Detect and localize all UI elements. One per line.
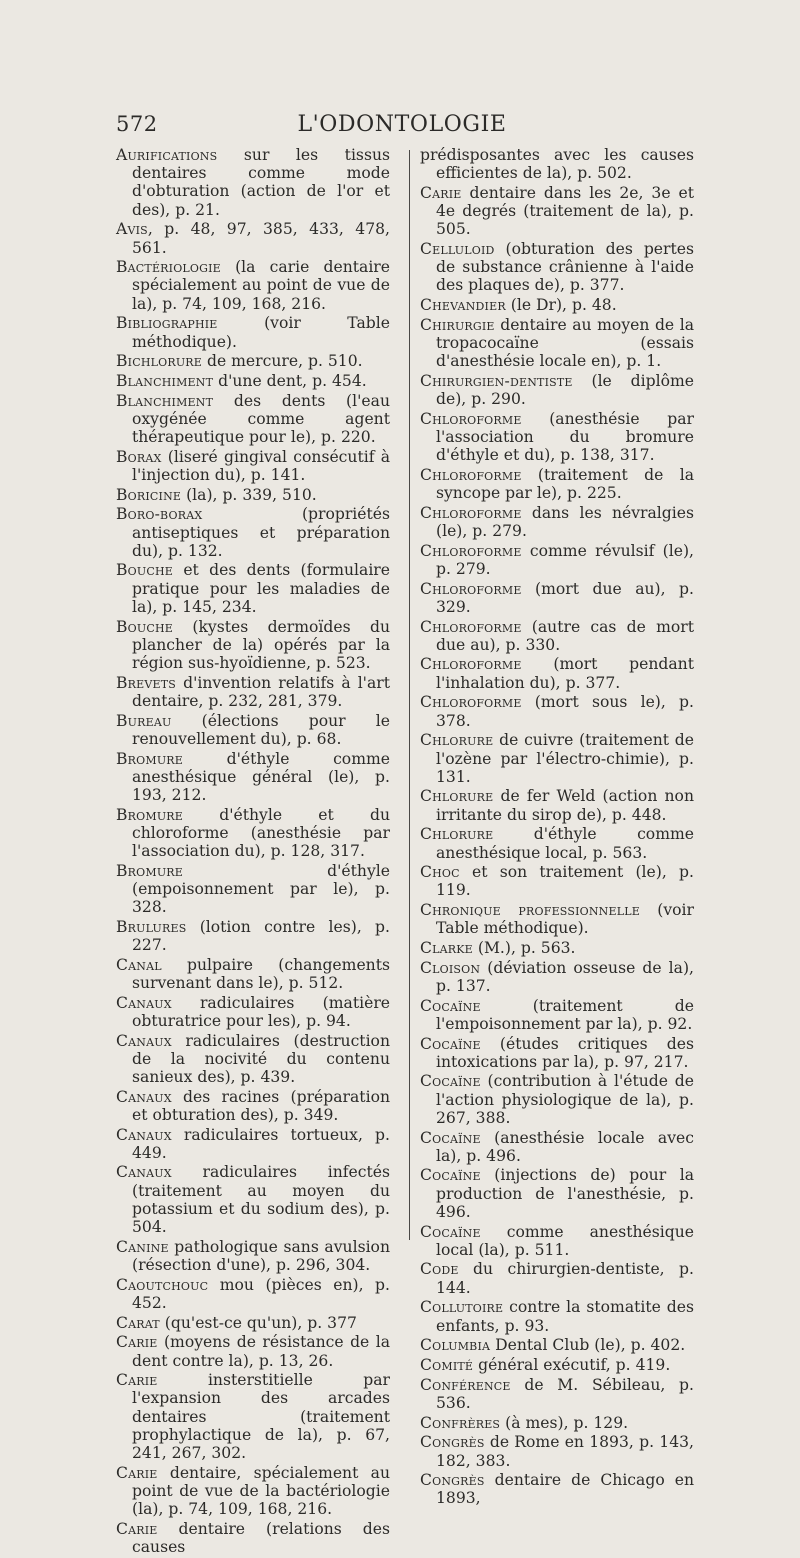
entry-text: (études critiques des intoxications par la), p. 97, 217. (436, 1034, 694, 1071)
index-entry (116, 1314, 390, 1332)
page-number: 572 (116, 112, 158, 136)
entry-keyword: Chloroforme (420, 617, 522, 636)
entry-keyword: Chlorure (420, 787, 494, 806)
entry-text: (anesthésie locale avec la), p. 496. (436, 1128, 694, 1165)
entry-keyword: Congrès (420, 1471, 485, 1490)
index-entry (420, 787, 694, 823)
entry-text: (traitement de la syncope par le), p. 225. (436, 465, 694, 503)
entry-text: Dental Club (le), p. 402. (490, 1336, 686, 1355)
entry-keyword: Chlorure (420, 731, 494, 750)
index-entry (116, 352, 390, 370)
entry-keyword: Carie (420, 183, 462, 202)
entry-text: (propriétés antiseptiques et préparation du), p. 132. (132, 505, 390, 560)
entry-keyword: Avis (116, 220, 148, 239)
index-entry (116, 1163, 390, 1236)
right-index-column (420, 146, 694, 1509)
entry-text: (mort sous le), p. 378. (436, 693, 694, 730)
index-entry (420, 1433, 694, 1469)
entry-keyword: Bouche (116, 561, 173, 580)
index-entry (420, 731, 694, 786)
index-entry (420, 693, 694, 729)
entry-text: dentaire, spécialement au point de vue de la bactériologie (la), p. 74, 109, 168, 216. (132, 1463, 390, 1519)
index-entry (420, 1072, 694, 1127)
entry-keyword: Chirurgien-dentiste (420, 371, 573, 390)
entry-text: (contribution à l'étude de l'action physiologique de la), p. 267, 388. (436, 1072, 694, 1127)
entry-text: (anesthésie par l'association du bromure d'éthyle et du), p. 138, 317. (436, 409, 694, 465)
index-entry (420, 1129, 694, 1165)
entry-keyword: Bromure (116, 861, 184, 880)
index-entry (116, 994, 390, 1030)
entry-keyword: Cocaïne (420, 1128, 481, 1147)
entry-text: radiculaires infectés (traitement au moyen du potassium et du sodium des), p. 504. (132, 1163, 390, 1237)
entry-keyword: Carie (116, 1463, 158, 1482)
entry-keyword: Code (420, 1260, 459, 1279)
index-entry (116, 1032, 390, 1087)
entry-keyword: Canaux (116, 1087, 172, 1106)
entry-text: mou (pièces en), p. 452. (132, 1275, 390, 1312)
entry-keyword: Brevets (116, 673, 177, 692)
entry-text: (injections de) pour la production de l'anesthésie, p. 496. (436, 1166, 694, 1221)
entry-text: d'une dent, p. 454. (213, 371, 367, 390)
entry-keyword: Bouche (116, 617, 173, 636)
index-entry (116, 862, 390, 917)
entry-keyword: Celluloid (420, 240, 495, 259)
entry-keyword: Bromure (116, 805, 184, 824)
column-divider (409, 150, 410, 1240)
entry-text: (voir Table méthodique). (132, 314, 390, 351)
entry-text: d'éthyle (empoisonnement par le), p. 328. (132, 861, 390, 917)
index-entry (116, 258, 390, 313)
index-entry (420, 1166, 694, 1221)
entry-keyword: Cocaïne (420, 1222, 481, 1241)
entry-keyword: Canal (116, 955, 162, 974)
entry-text: (déviation osseuse de la), p. 137. (436, 958, 694, 995)
entry-keyword: Chloroforme (420, 465, 522, 484)
entry-text: prédisposantes avec les causes efficientes de la), p. 502. (420, 146, 694, 183)
entry-text: (la carie dentaire spécialement au point de vue de la), p. 74, 109, 168, 216. (132, 258, 390, 313)
index-entry (420, 1260, 694, 1296)
entry-text: de fer Weld (action non irritante du sirop de), p. 448. (436, 787, 694, 824)
entry-text: des racines (préparation et obturation des), p. 349. (132, 1087, 390, 1124)
entry-text: (le diplôme de), p. 290. (436, 371, 694, 409)
entry-text: (qu'est-ce qu'un), p. 377 (159, 1313, 357, 1332)
index-entry (420, 901, 694, 937)
index-entry (116, 505, 390, 560)
entry-text: (M.), p. 563. (472, 939, 576, 958)
entry-keyword: Chloroforme (420, 503, 522, 522)
entry-keyword: Brulures (116, 917, 187, 936)
entry-text: (mort pendant l'inhalation du), p. 377. (436, 655, 694, 692)
entry-keyword: Canine (116, 1237, 169, 1256)
entry-keyword: Chloroforme (420, 541, 522, 560)
entry-keyword: Carat (116, 1313, 160, 1332)
entry-keyword: Boro-borax (116, 505, 203, 524)
index-entry (420, 504, 694, 540)
index-entry (116, 674, 390, 710)
entry-text: (obturation des pertes de substance crânienne à l'aide des plaques de), p. 377. (436, 240, 694, 295)
index-entry (116, 1088, 390, 1124)
entry-keyword: Canaux (116, 1125, 172, 1144)
entry-text: et son traitement (le), p. 119. (436, 863, 694, 900)
entry-text: dans les névralgies (le), p. 279. (436, 503, 694, 541)
index-entry (116, 392, 390, 447)
entry-text: de Rome en 1893, p. 143, 182, 383. (436, 1433, 694, 1470)
entry-text: radiculaires tortueux, p. 449. (132, 1125, 390, 1162)
index-entry (116, 1371, 390, 1462)
entry-text: (la), p. 339, 510. (181, 485, 317, 504)
entry-text: radiculaires (matière obturatrice pour les), p. 94. (132, 993, 390, 1030)
index-entry (116, 712, 390, 748)
entry-keyword: Borax (116, 447, 162, 466)
index-entry (420, 542, 694, 578)
index-entry (420, 1298, 694, 1334)
index-entry (116, 1333, 390, 1369)
index-entry (420, 618, 694, 654)
entry-text: (liseré gingival consécutif à l'injection du), p. 141. (132, 447, 390, 484)
index-entry (420, 1336, 694, 1354)
entry-keyword: Blanchiment (116, 391, 214, 410)
index-entry (116, 1238, 390, 1274)
index-entry (420, 655, 694, 691)
index-entry (420, 146, 694, 182)
entry-keyword: Canaux (116, 993, 172, 1012)
entry-keyword: Aurifications (116, 146, 218, 164)
index-entry (420, 580, 694, 616)
entry-text: (à mes), p. 129. (500, 1413, 629, 1432)
entry-text: comme anesthésique local (la), p. 511. (436, 1222, 694, 1259)
entry-text: pathologique sans avulsion (résection d'une), p. 296, 304. (132, 1237, 390, 1274)
index-entry (116, 956, 390, 992)
page-header (116, 112, 688, 142)
entry-keyword: Boricine (116, 485, 182, 504)
entry-keyword: Cocaïne (420, 1166, 481, 1185)
entry-text: du chirurgien-dentiste, p. 144. (436, 1260, 694, 1297)
index-entry (116, 618, 390, 673)
entry-text: de M. Sébileau, p. 536. (436, 1375, 694, 1412)
entry-text: de cuivre (traitement de l'ozène par l'électro-chimie), p. 131. (436, 731, 694, 786)
entry-text: des dents (l'eau oxygénée comme agent thérapeutique pour le), p. 220. (132, 391, 390, 447)
left-index-column (116, 146, 390, 1558)
running-head: L'ODONTOLOGIE (297, 112, 507, 137)
entry-keyword: Caoutchouc (116, 1275, 209, 1294)
entry-text: général exécutif, p. 419. (473, 1356, 671, 1374)
index-entry (116, 1126, 390, 1162)
entry-keyword: Comité (420, 1356, 474, 1374)
index-entry (116, 372, 390, 390)
entry-text: (mort due au), p. 329. (436, 579, 694, 616)
entry-text: (autre cas de mort due au), p. 330. (436, 617, 694, 654)
index-entry (420, 863, 694, 899)
entry-keyword: Columbia (420, 1336, 491, 1355)
index-entry (116, 1464, 390, 1519)
index-entry (116, 220, 390, 256)
entry-text: , p. 48, 97, 385, 433, 478, 561. (132, 220, 390, 257)
entry-keyword: Chirurgie (420, 315, 495, 334)
entry-keyword: Choc (420, 863, 460, 882)
entry-keyword: Bichlorure (116, 352, 203, 371)
entry-text: (le Dr), p. 48. (505, 296, 617, 315)
entry-keyword: Cloison (420, 958, 481, 977)
entry-text: (moyens de résistance de la dent contre la), p. 13, 26. (132, 1333, 390, 1370)
entry-keyword: Chloroforme (420, 409, 522, 428)
entry-keyword: Canaux (116, 1163, 172, 1182)
index-entry (420, 466, 694, 502)
index-entry (116, 918, 390, 954)
entry-text: comme révulsif (le), p. 279. (436, 541, 694, 578)
entry-keyword: Bureau (116, 711, 172, 730)
entry-text: (traitement de l'empoisonnement par la), p. 92. (436, 996, 694, 1033)
index-entry (420, 240, 694, 295)
entry-keyword: Chloroforme (420, 693, 522, 712)
index-entry (116, 486, 390, 504)
entry-text: radiculaires (destruction de la nocivité du contenu sanieux des), p. 439. (132, 1031, 390, 1086)
entry-keyword: Carie (116, 1333, 158, 1352)
entry-keyword: Clarke (420, 939, 473, 958)
index-entry (116, 1520, 390, 1556)
index-entry (420, 1035, 694, 1071)
entry-keyword: Bromure (116, 749, 184, 768)
entry-keyword: Cocaïne (420, 1034, 481, 1053)
entry-keyword: Bibliographie (116, 314, 218, 333)
index-entry (116, 750, 390, 805)
entry-keyword: Blanchiment (116, 371, 214, 390)
index-entry (420, 1376, 694, 1412)
entry-text: dentaire de Chicago en 1893, (436, 1471, 694, 1508)
entry-text: dentaire au moyen de la tropacocaïne (essais d'anesthésie locale en), p. 1. (436, 315, 694, 371)
entry-text: d'éthyle comme anesthésique local, p. 563. (436, 825, 694, 862)
index-entry (420, 1471, 694, 1507)
index-entry (420, 997, 694, 1033)
entry-keyword: Chloroforme (420, 655, 522, 674)
entry-text: d'éthyle et du chloroforme (anesthésie par l'association du), p. 128, 317. (132, 805, 390, 861)
entry-text: (élections pour le renouvellement du), p. 68. (132, 711, 390, 748)
index-entry (420, 1414, 694, 1432)
index-entry (420, 184, 694, 239)
entry-text: de mercure, p. 510. (202, 352, 363, 371)
entry-keyword: Chlorure (420, 825, 494, 844)
entry-text: pulpaire (changements survenant dans le), p. 512. (132, 955, 390, 992)
entry-text: insterstitielle par l'expansion des arcades dentaires (traitement prophylactique de la), p. 67, 241, 267, 302. (132, 1371, 390, 1463)
entry-keyword: Chronique professionnelle (420, 901, 640, 920)
index-entry (420, 372, 694, 408)
index-entry (116, 314, 390, 350)
index-entry (420, 316, 694, 371)
entry-keyword: Congrès (420, 1433, 485, 1452)
entry-text: (lotion contre les), p. 227. (132, 917, 390, 955)
index-entry (420, 825, 694, 861)
index-entry (116, 146, 390, 219)
index-entry (116, 561, 390, 616)
entry-text: dentaire dans les 2e, 3e et 4e degrés (traitement de la), p. 505. (436, 183, 694, 239)
index-entry (116, 1276, 390, 1312)
index-entry (116, 806, 390, 861)
entry-text: d'invention relatifs à l'art dentaire, p. 232, 281, 379. (132, 673, 390, 710)
entry-keyword: Bactériologie (116, 258, 221, 277)
index-entry (420, 1223, 694, 1259)
entry-text: dentaire (relations des causes (132, 1519, 390, 1557)
entry-text: d'éthyle comme anesthésique général (le), p. 193, 212. (132, 749, 390, 804)
entry-keyword: Confrères (420, 1413, 501, 1432)
index-entry (420, 410, 694, 465)
entry-keyword: Cocaïne (420, 996, 481, 1015)
entry-keyword: Carie (116, 1371, 158, 1390)
entry-keyword: Chloroforme (420, 579, 522, 598)
entry-text: et des dents (formulaire pratique pour les maladies de la), p. 145, 234. (132, 561, 390, 616)
index-entry (420, 939, 694, 957)
entry-text: sur les tissus dentaires comme mode d'obturation (action de l'or et des), p. 21. (132, 146, 390, 219)
index-entry (420, 296, 694, 314)
entry-text: (kystes dermoïdes du plancher de la) opérés par la région sus-hyoïdienne, p. 523. (132, 617, 390, 672)
entry-keyword: Collutoire (420, 1298, 504, 1317)
entry-keyword: Chevandier (420, 296, 506, 315)
entry-text: contre la stomatite des enfants, p. 93. (436, 1298, 694, 1335)
index-entry (420, 1356, 694, 1374)
entry-keyword: Canaux (116, 1031, 172, 1050)
entry-keyword: Conférence (420, 1375, 511, 1394)
entry-keyword: Cocaïne (420, 1072, 481, 1091)
index-entry (420, 959, 694, 995)
index-entry (116, 448, 390, 484)
entry-keyword: Carie (116, 1519, 158, 1538)
entry-text: (voir Table méthodique). (436, 901, 694, 938)
